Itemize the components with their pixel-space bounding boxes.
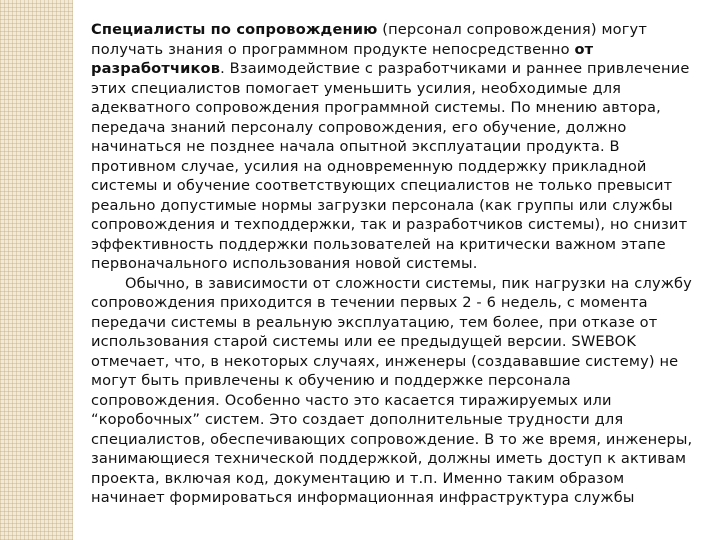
decorative-side-strip [0, 0, 73, 540]
paragraph-1-text-a: (персонал сопровождения) могут получать знания о программном продукте непосредственно [91, 21, 647, 58]
paragraph-2 [91, 274, 701, 508]
bold-mid-text: от разработчиков [91, 40, 594, 77]
bold-lead-text: Специалисты по сопровождению [91, 21, 378, 38]
paragraph-1 [91, 20, 701, 274]
paragraph-1-text-b: . Взаимодействие с разработчиками и раннее привлечение этих специалистов помогает уменьшить усилия, необходимые для адекватного сопровождения программной системы. По мнению автора, передача знаний персоналу сопровождения, его обучение, должно начинаться не позднее начала опытной эксплуатации продукта. В противном случае, усилия на одновременную поддержку прикладной системы и обучение соответствующих специалистов не только превысит реально допустимые нормы загрузки персонала (как группы или службы сопровождения и техподдержки, так и разработчиков системы), но снизит эффективность поддержки пользователей на критически важном этапе первоначального использования новой системы. [91, 60, 690, 272]
paragraph-2-text: Обычно, в зависимости от сложности системы, пик нагрузки на службу сопровождения приходится в течении первых 2 - 6 недель, с момента передачи системы в реальную эксплуатацию, тем более, при отказе от использования старой системы или ее предыдущей версии. SWEBOK отмечает, что, в некоторых случаях, инженеры (создававшие систему) не могут быть привлечены к обучению и поддержке персонала сопровождения. Особенно часто это касается тиражируемых или “коробочных” систем. Это создает дополнительные трудности для специалистов, обеспечивающих сопровождение. В то же время, инженеры, занимающиеся технической поддержкой, должны иметь доступ к активам проекта, включая код, документацию и т.п. Именно таким образом начинает формироваться информационная инфраструктура службы [91, 274, 693, 506]
document-body [91, 20, 701, 508]
